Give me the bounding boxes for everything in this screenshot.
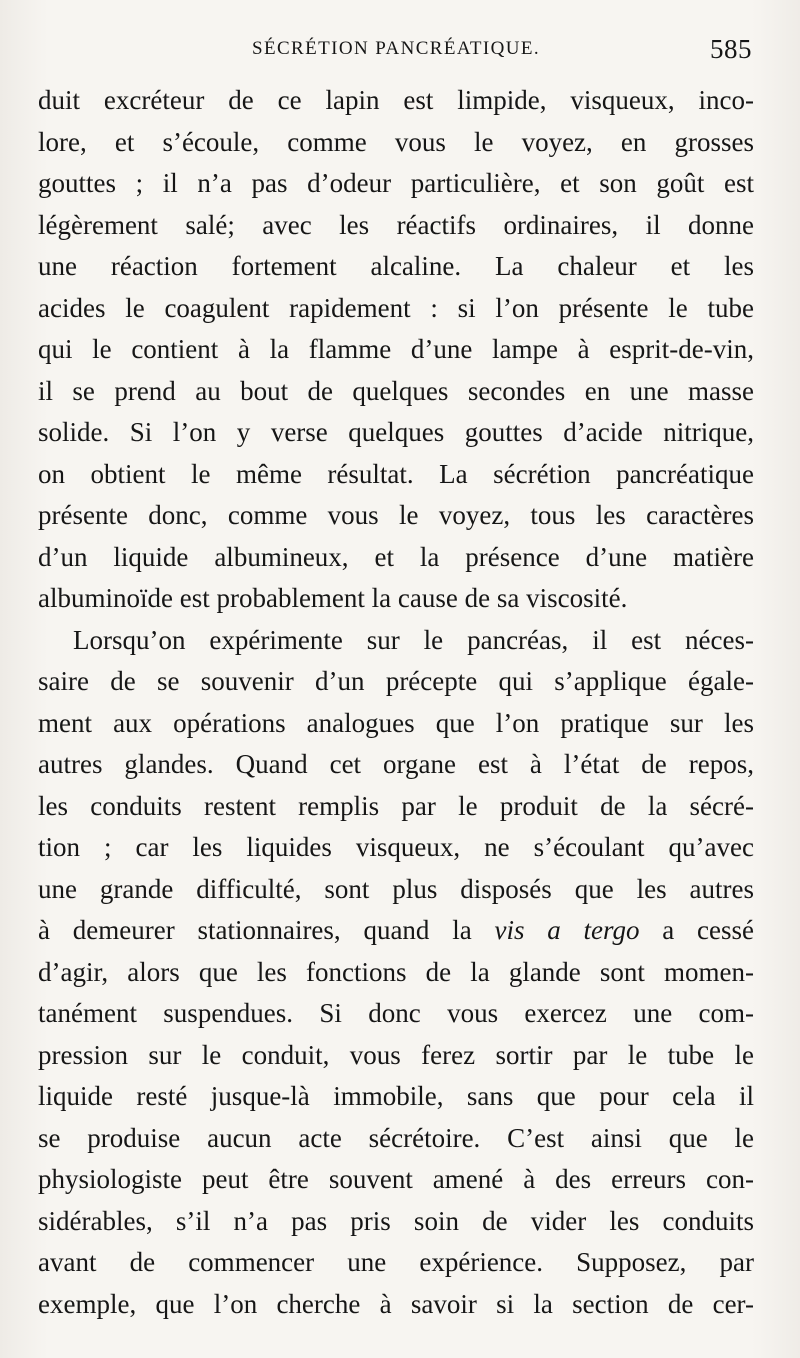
- text-line: les conduits restent remplis par le produit de la sécré-: [38, 790, 754, 821]
- text-line: ment aux opérations analogues que l’on pratique sur les: [38, 707, 754, 738]
- text-line: acides le coagulent rapidement : si l’on présente le tube: [38, 292, 754, 323]
- text-line: lore, et s’écoule, comme vous le voyez, en grosses: [38, 126, 754, 157]
- text-line: tion ; car les liquides visqueux, ne s’écoulant qu’avec: [38, 832, 754, 862]
- text-line: pression sur le conduit, vous ferez sortir par le tube le: [38, 1039, 754, 1070]
- text-line: légèrement salé; avec les réactifs ordinaires, il donne: [38, 209, 754, 240]
- text-segment: a cessé: [639, 915, 754, 945]
- page-header: [36, 34, 756, 70]
- text-line: présente donc, comme vous le voyez, tous les caractères: [38, 500, 754, 530]
- text-line: une réaction fortement alcaline. La chaleur et les: [38, 251, 754, 281]
- text-line: physiologiste peut être souvent amené à des erreurs con-: [38, 1164, 754, 1194]
- text-line: exemple, que l’on cherche à savoir si la section de cer-: [38, 1288, 754, 1319]
- paragraph-end-line: albuminoïde est probablement la cause de sa viscosité.: [38, 583, 628, 613]
- text-line: solide. Si l’on y verse quelques gouttes d’acide nitrique,: [38, 417, 754, 447]
- text-line: gouttes ; il n’a pas d’odeur particulière, et son goût est: [38, 168, 754, 198]
- page-number: 585: [710, 34, 752, 64]
- text-line: il se prend au bout de quelques secondes en une masse: [38, 375, 754, 406]
- paragraph-start-line: Lorsqu’on expérimente sur le pancréas, il est néces-: [73, 624, 754, 655]
- text-line-with-italic: [38, 910, 754, 952]
- text-line: sidérables, s’il n’a pas pris soin de vider les conduits: [38, 1205, 754, 1236]
- text-line: avant de commencer une expérience. Supposez, par: [38, 1247, 754, 1277]
- text-line: se produise aucun acte sécrétoire. C’est ainsi que le: [38, 1122, 754, 1153]
- text-segment: à demeurer stationnaires, quand la: [38, 915, 495, 945]
- body-text: [38, 80, 754, 1325]
- running-title: SÉCRÉTION PANCRÉATIQUE.: [251, 38, 540, 59]
- text-line: on obtient le même résultat. La sécrétion pancréatique: [38, 458, 754, 489]
- text-line: liquide resté jusque-là immobile, sans que pour cela il: [38, 1081, 754, 1111]
- italic-latin-phrase: vis a tergo: [494, 915, 640, 945]
- text-line: tanément suspendues. Si donc vous exercez une com-: [38, 998, 754, 1028]
- text-line: qui le contient à la flamme d’une lampe à esprit-de-vin,: [38, 334, 754, 364]
- text-line: d’agir, alors que les fonctions de la glande sont momen-: [38, 956, 754, 987]
- text-line: saire de se souvenir d’un précepte qui s’applique égale-: [38, 666, 754, 696]
- text-line: une grande difficulté, sont plus disposés que les autres: [38, 873, 754, 904]
- text-line: duit excréteur de ce lapin est limpide, visqueux, inco-: [38, 85, 754, 115]
- text-line: d’un liquide albumineux, et la présence d’une matière: [38, 541, 754, 572]
- text-line: autres glandes. Quand cet organe est à l’état de repos,: [38, 749, 754, 779]
